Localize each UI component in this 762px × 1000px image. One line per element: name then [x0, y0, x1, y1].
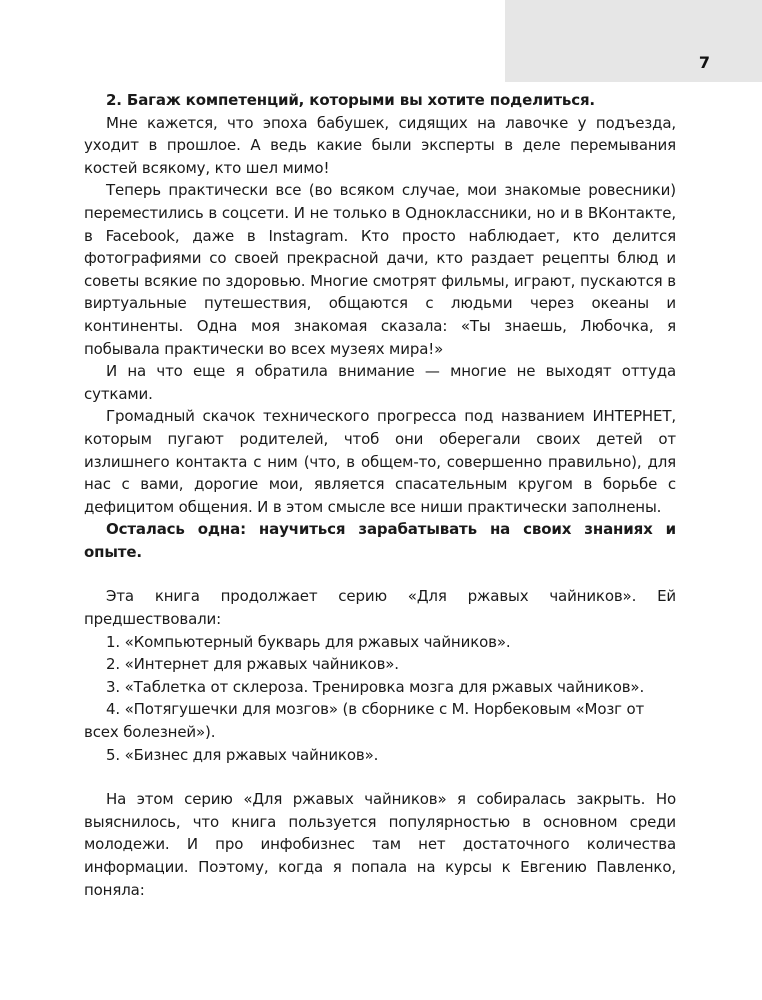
paragraph: И на что еще я обратила внимание — многие не выходят оттуда сутками. — [84, 362, 676, 403]
book-list-item: 2. «Интернет для ржавых чайников». — [106, 655, 399, 674]
page-content — [84, 89, 676, 901]
book-list-item: 3. «Таблетка от склероза. Тренировка мозга для ржавых чайников». — [106, 677, 645, 696]
paragraph: Теперь практически все (во всяком случае, мои знакомые ровесники) переместились в соцсети. И не только в Одноклассники, но и в ВКонтакте, в Facebook, даже в Instagram. Кто просто наблюдает, кто делится фотографиями со своей прекрасной дачи, кто раздает рецепты блюд и советы всякие по здоровью. Многие смотрят фильмы, играют, пускаются в виртуальные путешествия, общаются с людьми через океаны и континенты. Одна моя знакомая сказала: «Ты знаешь, Любочка, я побывала практически во всех музеях мира!» — [84, 181, 676, 358]
paragraph: Мне кажется, что эпоха бабушек, сидящих на лавочке у подъезда, уходит в прошлое. А ведь какие были эксперты в деле перемывания костей всякому, кто шел мимо! — [84, 113, 676, 177]
paragraph: Эта книга продолжает серию «Для ржавых чайников». Ей предшествовали: — [84, 587, 676, 629]
page-number: 7 — [698, 53, 710, 72]
book-list-item: 4. «Потягушечки для мозгов» (в сборнике с М. Норбековым «Мозг от всех болезней»). — [84, 700, 645, 742]
book-list-item: 1. «Компьютерный букварь для ржавых чайников». — [106, 632, 511, 651]
paragraph: На этом серию «Для ржавых чайников» я собиралась закрыть. Но выяснилось, что книга пользуется популярностью в основном среди молодежи. И про инфобизнес там нет достаточного количества информации. Поэтому, когда я попала на курсы к Евгению Павленко, поняла: — [84, 790, 676, 899]
paragraph: Громадный скачок технического прогресса под названием ИНТЕРНЕТ, которым пугают родителей, чтоб они оберегали своих детей от излишнего контакта с ним (что, в общем-то, совершенно правильно), для нас с вами, дорогие мои, является спасательным кругом в борьбе с дефицитом общения. И в этом смысле все ниши практически заполнены. — [84, 407, 676, 516]
section-heading: 2. Багаж компетенций, которыми вы хотите поделиться. — [106, 91, 595, 109]
bold-statement: Осталась одна: научиться зарабатывать на своих знаниях и опыте. — [84, 520, 676, 561]
page-number-box — [505, 0, 762, 82]
book-list-item: 5. «Бизнес для ржавых чайников». — [106, 745, 379, 764]
